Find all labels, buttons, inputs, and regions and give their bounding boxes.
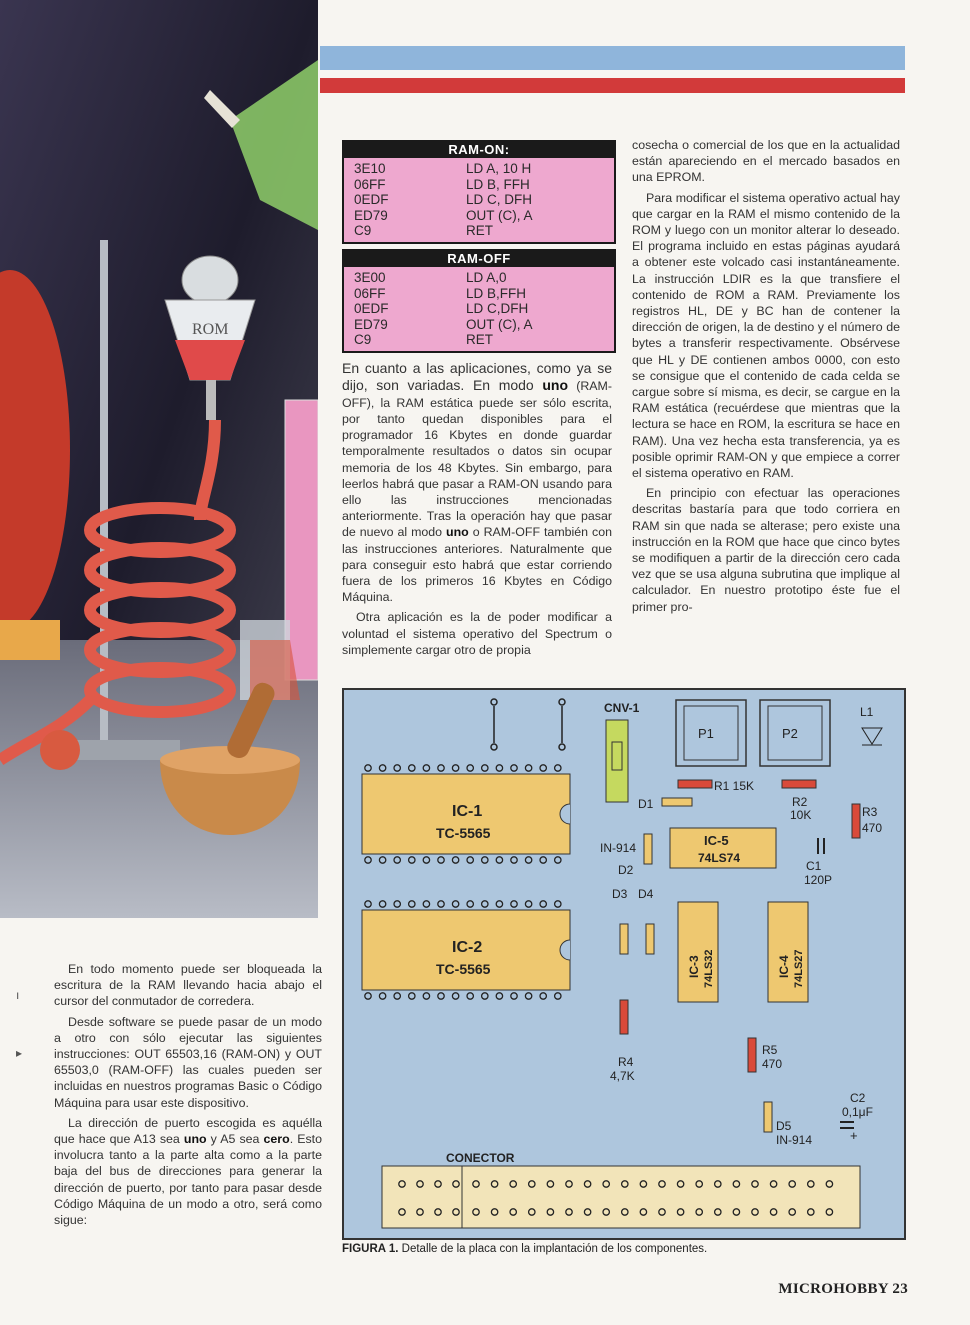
ic1-label: IC-1 xyxy=(452,803,483,820)
c2-label: C2 xyxy=(850,1091,866,1105)
page-footer: MICROHOBBY 23 xyxy=(778,1281,908,1297)
code-block-title: RAM-OFF xyxy=(344,251,614,267)
code-asm: LD B,FFH xyxy=(466,285,527,301)
body-text: . Esto involucra tanto a la parte alta como a la parte baja del bus de direcciones para generar la dirección de puerto, por tanto para pasar desde Código Máquina de un modo a otro, será como sigue: xyxy=(54,1132,322,1228)
code-block-title: RAM-ON: xyxy=(344,142,614,158)
c1-value: 120P xyxy=(804,873,833,887)
cnv-label: CNV-1 xyxy=(604,701,640,715)
r5-value: 470 xyxy=(762,1057,783,1071)
code-asm: LD A,0 xyxy=(466,270,507,285)
code-asm: RET xyxy=(466,223,493,239)
code-asm: OUT (C), A xyxy=(466,207,533,223)
ic4-part: 74LS27 xyxy=(793,949,805,988)
paragraph: Para modificar el sistema operativo actual hay que cargar en la RAM el mismo contenido de la ROM y luego con un monitor alterar lo deseado. El programa incluido en estas páginas ayudará a obtener este volcado casi instantáneamente. La instrucción LDIR es la que transfiere el contenido de ROM a RAM. Previamente los registros HL, DE y BC han de contener la dirección de origen, la de destino y el número de bytes a transferir respectivamente. Obsérvese que HL y DE contienen ambos 0000, con esto se consigue que el contenido de cada celda se cargue sobre sí misma, es decir, se cargue en la RAM estática (recuérdese que mientras que la lectura se hace en ROM, la escritura se hace en RAM). Una vez hecha esta transferencia, ya es posible oprimir RAM-ON y que empiece a correr el sistema operativo en RAM. xyxy=(632,190,900,481)
bold-text: cero xyxy=(263,1132,290,1147)
code-hex: C9 xyxy=(354,223,372,239)
r2-label: R2 xyxy=(792,795,808,809)
header-stripe-red xyxy=(320,78,905,93)
code-asm: LD C,DFH xyxy=(466,301,529,317)
code-asm: RET xyxy=(466,332,493,348)
in914-label: IN-914 xyxy=(600,841,637,855)
paragraph: cosecha o comercial de los que en la actualidad están apareciendo en el mercado basados en una EPROM. xyxy=(632,138,900,185)
code-hex: 06FF xyxy=(354,176,386,192)
margin-mark: ▸ xyxy=(16,1046,23,1060)
p1-label: P1 xyxy=(698,726,714,741)
l1-label: L1 xyxy=(860,705,874,719)
code-row xyxy=(344,192,614,208)
code-hex: ED79 xyxy=(354,316,388,332)
lead-text: En cuanto a las aplicaciones, como ya se dijo, son variadas. En modo xyxy=(342,360,612,394)
code-hex: 3E00 xyxy=(354,270,386,285)
r5-label: R5 xyxy=(762,1043,778,1057)
r3-label: R3 xyxy=(862,805,878,819)
body-text: La dirección de puerto escogida es aquélla que hace que A13 sea xyxy=(54,1115,322,1147)
d1-label: D1 xyxy=(638,797,654,811)
code-hex: 0EDF xyxy=(354,301,389,317)
body-text: o RAM-OFF también con las instrucciones anteriores. Naturalmente que para conseguir esto habrá que estar corriendo fuera de los primeros 16 Kbytes en Código Máquina. xyxy=(342,525,613,605)
body-text: y A5 sea xyxy=(206,1132,264,1147)
code-row xyxy=(344,223,614,239)
ic3-label: IC-3 xyxy=(687,955,701,978)
code-row xyxy=(344,161,614,177)
left-column-text xyxy=(54,961,322,1232)
paragraph: Otra aplicación es la de poder modificar a voluntad el sistema operativo del Spectrum o simplemente cargar otro de propia xyxy=(342,610,612,657)
ic5-part: 74LS74 xyxy=(698,851,741,865)
d4-label: D4 xyxy=(638,887,654,901)
ic2-part: TC-5565 xyxy=(436,961,491,977)
header-stripe-blue xyxy=(320,46,905,70)
r4-label: R4 xyxy=(618,1055,634,1069)
code-asm: LD A, 10 H xyxy=(466,161,532,176)
code-row xyxy=(344,301,614,317)
plus-label: + xyxy=(850,1128,858,1143)
code-block-ram-off xyxy=(342,249,616,353)
edge-connector xyxy=(382,1166,860,1228)
code-asm: OUT (C), A xyxy=(466,316,533,332)
code-hex: ED79 xyxy=(354,207,388,223)
ic5-label: IC-5 xyxy=(704,833,729,848)
code-row xyxy=(344,332,614,348)
c1-label: C1 xyxy=(806,859,822,873)
pcb-layout-diagram xyxy=(342,688,906,1240)
ic2-label: IC-2 xyxy=(452,939,483,956)
rom-flask-label: ROM xyxy=(192,321,229,338)
code-block-ram-on xyxy=(342,140,616,244)
paragraph: En principio con efectuar las operaciones descritas bastaría para que todo corriera en RAM sin que nada se alterase; pero existe una instrucción en la ROM que hace que cinco bytes se modifiquen a partir de la dirección cero cada vez que se usa alguna subrutina que implique al calculador. En nuestro prototipo éste fue el primer pro- xyxy=(632,486,900,614)
caption-label: FIGURA 1. xyxy=(342,1243,399,1255)
p2-label: P2 xyxy=(782,726,798,741)
chemistry-lab-illustration xyxy=(0,0,318,918)
d5-value: IN-914 xyxy=(776,1133,813,1147)
code-asm: LD C, DFH xyxy=(466,192,533,208)
bold-text: uno xyxy=(542,377,569,394)
middle-column-text xyxy=(342,360,612,662)
d3-label: D3 xyxy=(612,887,628,901)
caption-text: Detalle de la placa con la implantación de los componentes. xyxy=(398,1243,708,1255)
code-row xyxy=(344,317,614,333)
c2-value: 0,1μF xyxy=(842,1105,873,1119)
d2-label: D2 xyxy=(618,863,634,877)
header-stripe-white xyxy=(320,70,905,78)
paragraph: Desde software se puede pasar de un modo a otro con sólo ejecutar las siguientes instrucciones: OUT 65503,16 (RAM-ON) y OUT 65503,0 (RAM-OFF) las cuales pueden ser incluidas en nuestros programas Basic o Código Máquina para usar este dispositivo. xyxy=(54,1014,322,1110)
lab-illustration xyxy=(0,0,318,918)
switch-cnv1 xyxy=(606,720,628,802)
margin-mark: ı xyxy=(16,988,20,1002)
code-row xyxy=(344,177,614,193)
r2-value: 10K xyxy=(790,808,812,822)
bold-text: uno xyxy=(183,1132,207,1147)
body-text: (RAM-OFF), la RAM estática puede ser sólo escrita, por tanto quedan disponibles para el programador 16 Kbytes en donde guardar temporalmente resultados o datos sin ocupar memoria de los 48 Kbytes. Sin embargo, para leerlos habrá que pasar a RAM-ON usando para ello las instrucciones mencionadas anteriormente. Tras la operación hay que pasar de nuevo al modo xyxy=(342,379,612,540)
code-hex: 06FF xyxy=(354,285,386,301)
code-asm: LD B, FFH xyxy=(466,176,530,192)
paragraph xyxy=(342,360,612,605)
ic1-part: TC-5565 xyxy=(436,825,491,841)
code-hex: C9 xyxy=(354,332,372,348)
ic3-part: 74LS32 xyxy=(703,949,715,988)
connector-label: CONECTOR xyxy=(446,1151,515,1165)
code-row xyxy=(344,286,614,302)
pcb-figure xyxy=(342,688,906,1240)
ic4-label: IC-4 xyxy=(777,955,791,978)
code-hex: 3E10 xyxy=(354,161,386,176)
code-row xyxy=(344,208,614,224)
right-column-text xyxy=(632,137,900,619)
d5-label: D5 xyxy=(776,1119,792,1133)
figure-caption xyxy=(342,1243,707,1255)
paragraph: En todo momento puede ser bloqueada la escritura de la RAM llevando hacia abajo el cursor del conmutador de corredera. xyxy=(54,962,322,1009)
r4-value: 4,7K xyxy=(610,1069,635,1083)
code-hex: 0EDF xyxy=(354,192,389,208)
r3-value: 470 xyxy=(862,821,883,835)
paragraph xyxy=(54,1115,322,1228)
code-row xyxy=(344,270,614,286)
bold-text: uno xyxy=(446,525,469,540)
r1-label: R1 15K xyxy=(714,779,755,793)
